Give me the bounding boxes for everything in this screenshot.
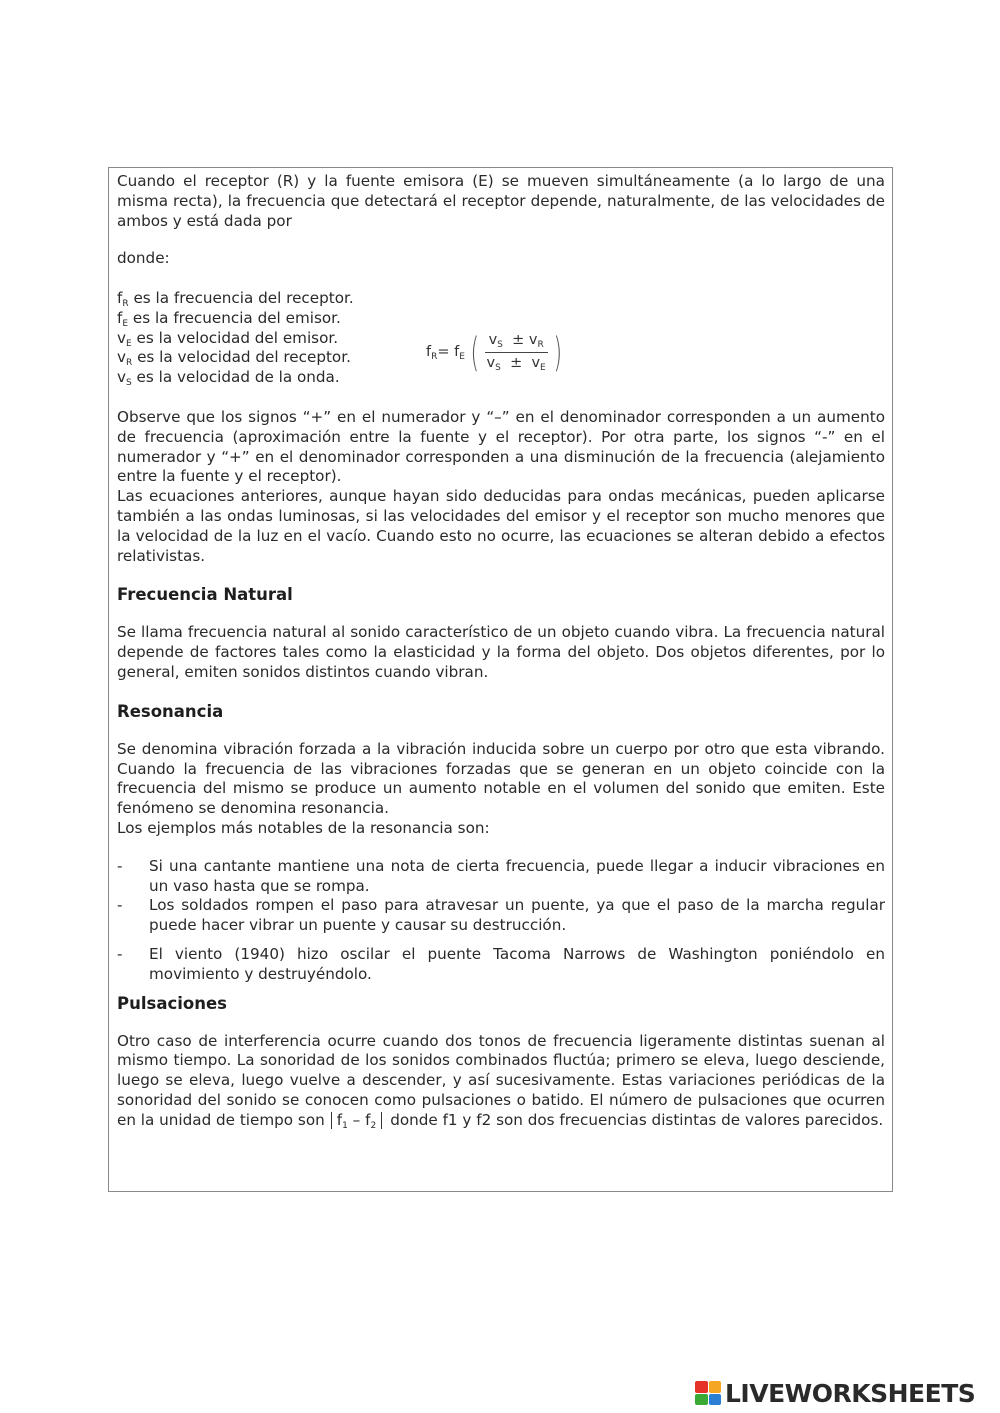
logo-square-green xyxy=(695,1394,708,1406)
natural-paragraph: Se llama frecuencia natural al sonido característico de un objeto cuando vibra. La frecuencia natural depende de factores tales como la elasticidad y la forma del objeto. Dos objetos diferentes, por lo general, emiten sonidos distintos cuando vibran. xyxy=(117,623,885,681)
observe-paragraph-2: Las ecuaciones anteriores, aunque hayan sido deducidas para ondas mecánicas, pueden aplicarse también a las ondas luminosas, si las velocidades del emisor y el receptor son mucho menores que la velocidad de la luz en el vacío. Cuando esto no ocurre, las ecuaciones se alteran debido a efectos relativistas. xyxy=(117,487,885,565)
list-item: - Los soldados rompen el paso para atravesar un puente, ya que el paso de la marcha regular puede hacer vibrar un puente y causar su destrucción. xyxy=(117,896,885,935)
doppler-formula xyxy=(426,331,565,374)
formula-numerator: $v_S \pm v_R$ xyxy=(485,331,548,353)
resonancia-paragraph: Se denomina vibración forzada a la vibración inducida sobre un cuerpo por otro que esta vibrando. Cuando la frecuencia de las vibraciones forzadas que se generan en un objeto coincide con la frecuencia del mismo se produce un aumento notable en el volumen del sonido que emiten. Este fenómeno se denomina resonancia. xyxy=(117,739,885,818)
bullet-dash: - xyxy=(117,856,123,875)
definition-row: $f_E$ es la frecuencia del emisor. xyxy=(117,308,341,329)
heading-frecuencia-natural: Frecuencia Natural xyxy=(117,585,293,605)
bullet-dash: - xyxy=(117,896,123,915)
examples-intro: Los ejemplos más notables de la resonancia son: xyxy=(117,818,490,837)
examples-list xyxy=(117,857,885,985)
logo-icon xyxy=(695,1381,721,1405)
liveworksheets-logo xyxy=(695,1380,975,1406)
bullet-dash: - xyxy=(117,944,123,963)
definition-row: $f_R$ es la frecuencia del receptor. xyxy=(117,288,354,309)
intro-paragraph: Cuando el receptor (R) y la fuente emisora (E) se mueven simultáneamente (a lo largo de una misma recta), la frecuencia que detectará el receptor depende, naturalmente, de las velocidades de ambos y está dada por xyxy=(117,172,885,230)
list-item: - El viento (1940) hizo oscilar el puente Tacoma Narrows de Washington poniéndolo en movimiento y destruyéndolo. xyxy=(117,944,885,983)
list-item: - Si una cantante mantiene una nota de cierta frecuencia, puede llegar a inducir vibraciones en un vaso hasta que se rompa. xyxy=(117,856,885,895)
donde-label: donde: xyxy=(117,249,170,268)
abs-difference: $f_1 - f_2$ xyxy=(331,1112,382,1129)
definition-row: $v_R$ es la velocidad del receptor. xyxy=(117,348,351,369)
document-body xyxy=(117,172,885,1130)
formula-fraction xyxy=(483,331,550,374)
formula-denominator: $v_S \pm v_E$ xyxy=(486,355,546,374)
observe-paragraph-1: Observe que los signos “+” en el numerador y “–” en el denominador corresponden a un aumento de frecuencia (aproximación entre la fuente y el receptor). Por otra parte, los signos “-” en el numerador y “+” en el denominador corresponden a una disminución de la frecuencia (alejamiento entre la fuente y el receptor). xyxy=(117,407,885,486)
logo-square-blue xyxy=(709,1394,722,1406)
right-paren: ) xyxy=(553,329,562,376)
definitions-block xyxy=(117,249,885,388)
brand-name: LIVEWORKSHEETS xyxy=(725,1378,976,1408)
pulsaciones-paragraph: Otro caso de interferencia ocurre cuando dos tonos de frecuencia ligeramente distintas suenan al mismo tiempo. La sonoridad de los sonidos combinados fluctúa; primero se eleva, luego desciende, luego se eleva, luego vuelve a descender, y así sucesivamente. Estas variaciones periódicas de la sonoridad del sonido se conocen como pulsaciones o batido. El número de pulsaciones que ocurren en la unidad de tiempo son $f_1 - f_2$ donde f1 y f2 son dos frecuencias distintas de valores parecidos. xyxy=(117,1031,885,1131)
definition-row: $v_E$ es la velocidad del emisor. xyxy=(117,328,339,349)
formula-lhs: $f_R= f_E$ xyxy=(426,343,465,362)
heading-pulsaciones: Pulsaciones xyxy=(117,993,227,1013)
definition-row: $v_S$ es la velocidad de la onda. xyxy=(117,368,340,389)
logo-square-orange xyxy=(709,1381,722,1393)
logo-square-red xyxy=(695,1381,708,1393)
heading-resonancia: Resonancia xyxy=(117,701,224,721)
left-paren: ( xyxy=(470,329,480,376)
